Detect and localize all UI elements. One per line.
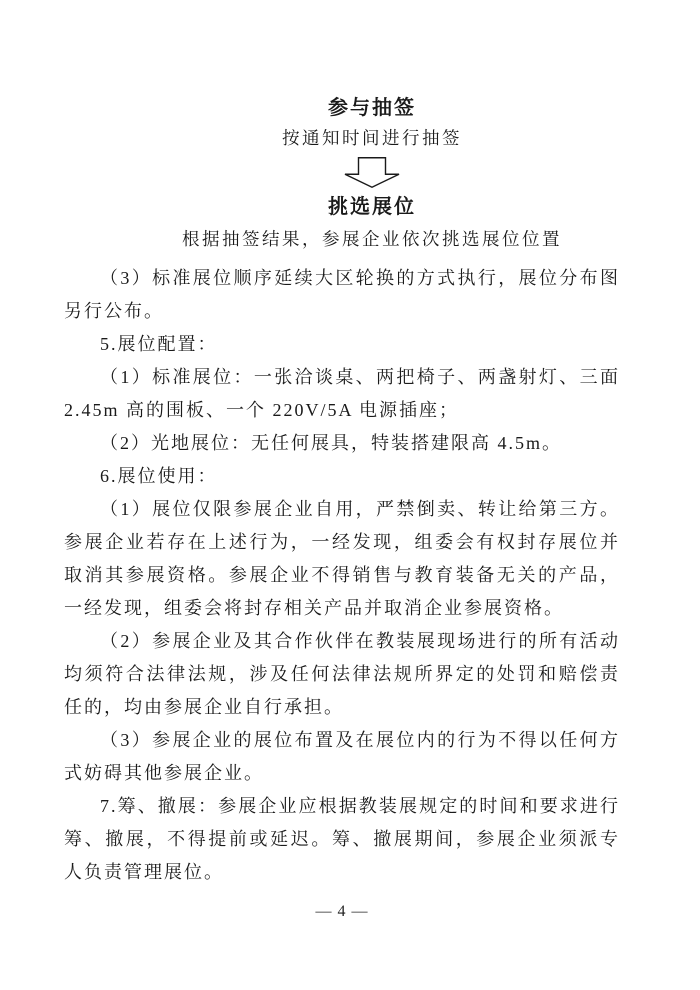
paragraph-standard-booth-items: （1）标准展位：一张洽谈桌、两把椅子、两盏射灯、三面 2.45m 高的围板、一个 220V/5A 电源插座； [64,367,620,420]
flow-step-draw-desc: 按通知时间进行抽签 [282,128,462,148]
paragraph-raw-space-booth: （2）光地展位：无任何展具，特装搭建限高 4.5m。 [100,433,562,453]
paragraph-legal-compliance: （2）参展企业及其合作伙伴在教装展现场进行的所有活动均须符合法律法规，涉及任何法律法规所界定的处罚和赔偿责任的，均由参展企业自行承担。 [64,631,620,717]
paragraph-heading-booth-usage: 6.展位使用： [100,466,218,486]
paragraph-no-interference: （3）参展企业的展位布置及在展位内的行为不得以任何方式妨碍其他参展企业。 [64,730,620,783]
down-arrow-icon [344,157,400,188]
flow-step-select-desc: 根据抽签结果，参展企业依次挑选展位位置 [182,229,562,249]
paragraph-setup-teardown: 7.筹、撤展：参展企业应根据教装展规定的时间和要求进行筹、撤展，不得提前或延迟。筹、撤展期间，参展企业须派专人负责管理展位。 [64,796,620,882]
paragraph-heading-booth-configuration: 5.展位配置： [100,334,218,354]
paragraph-booth-usage-restriction: （1）展位仅限参展企业自用，严禁倒卖、转让给第三方。参展企业若存在上述行为，一经发现，组委会有权封存展位并取消其参展资格。参展企业不得销售与教育装备无关的产品，一经发现，组委会将封存相关产品并取消企业参展资格。 [64,499,620,618]
paragraph-standard-booth-rotation: （3）标准展位顺序延续大区轮换的方式执行，展位分布图另行公布。 [64,268,620,321]
document-body [64,262,620,889]
booth-selection-flowchart [94,96,650,251]
flow-step-select-title: 挑选展位 [328,196,416,218]
page-number: — 4 — [315,903,369,920]
flow-step-draw-title: 参与抽签 [328,97,416,119]
